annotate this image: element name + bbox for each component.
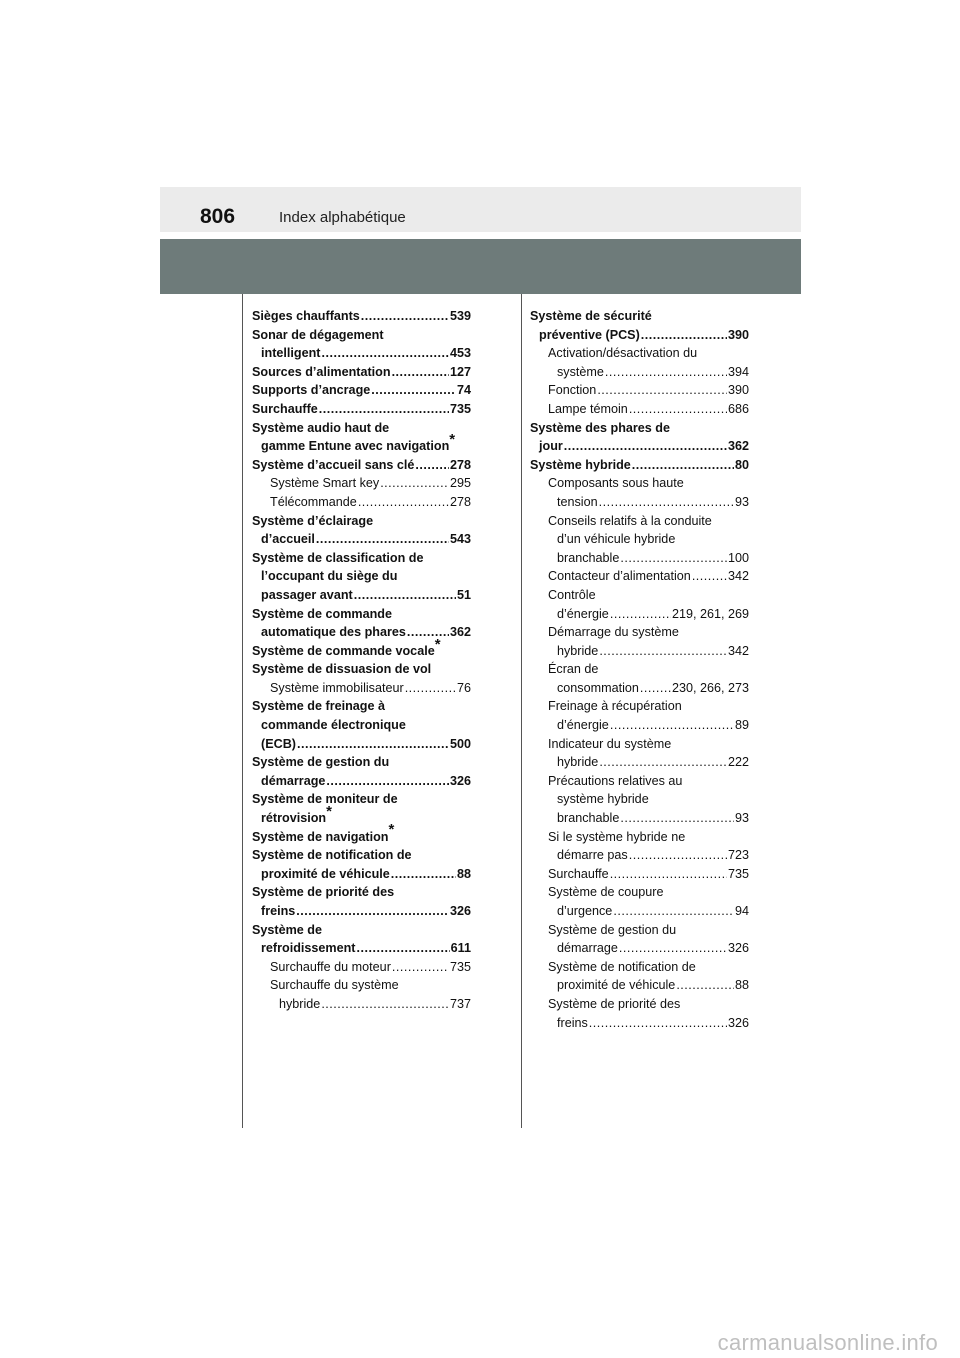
entry-text: démarrage [557,941,618,956]
page-reference: 611 [450,941,471,956]
leader-dots [620,809,734,828]
entry-text: Système de dissuasion de vol [252,662,432,677]
page-reference: 278 [449,457,471,472]
page-reference: 219, 261, 269 [671,606,749,621]
page-reference: 390 [727,383,749,398]
leader-dots [610,865,727,884]
entry-text: Système des phares de [530,420,671,435]
page-reference: 94 [734,904,749,918]
leader-dots [692,567,727,586]
entry-text: Système de [252,922,323,937]
page-reference: 326 [449,904,471,918]
asterisk-mark: * [326,802,332,820]
page-reference: 51 [456,587,471,602]
leader-dots [326,772,449,791]
leader-dots [564,437,727,456]
entry-text: gamme Entune avec navigation [261,439,450,454]
index-entry [252,753,471,790]
page-reference: 723 [727,848,749,863]
entry-text: Système de notification de [548,959,696,974]
page-reference: 76 [456,680,471,695]
entry-text: Sonar de dégagement [252,327,384,342]
index-subentry [530,921,749,958]
page-reference: 88 [734,978,749,993]
page-reference: 326 [727,1015,749,1030]
index-subentry [530,865,749,884]
index-entry [252,307,471,326]
entry-text: Système de notification de [252,848,412,863]
index-subentry [252,679,471,698]
entry-text: Système de priorité des [548,996,681,1011]
entry-text: freins [557,1015,588,1030]
page-reference: 74 [456,383,471,398]
entry-text: tension [557,494,598,509]
entry-text: Système de sécurité [530,309,652,323]
entry-text: hybride [557,643,599,658]
leader-dots [405,679,456,698]
leader-dots [599,753,727,772]
index-subentry [530,772,749,828]
entry-text: Surchauffe du système [270,978,399,993]
entry-text: Système Smart key [270,476,380,491]
entry-text: Système hybride [530,457,631,472]
index-entry [252,419,471,456]
leader-dots [297,735,449,754]
entry-text: proximité de véhicule [557,978,676,993]
leader-dots [356,939,449,958]
page-reference: 100 [727,550,749,565]
leader-dots [613,902,734,921]
leader-dots [597,381,727,400]
index-subentry [530,512,749,568]
entry-text: Sièges chauffants [252,309,360,323]
entry-text: Freinage à récupération [548,699,682,714]
leader-dots [319,400,449,419]
entry-text: Système immobilisateur [270,680,404,695]
entry-text: Système de classification de [252,550,424,565]
leader-dots [610,605,671,624]
leader-dots [392,363,449,382]
index-entry [530,419,749,456]
leader-dots [629,846,727,865]
index-subentry [530,883,749,920]
entry-text: Démarrage du système [548,625,679,640]
entry-text: branchable [557,811,620,826]
entry-text: Système de commande vocale [252,643,435,658]
asterisk-mark: * [434,635,441,653]
page-reference: 222 [727,755,749,770]
page-reference: 362 [449,625,471,640]
index-entry [252,883,471,920]
entry-text: Surchauffe du moteur [270,959,391,974]
page-reference: 735 [449,401,471,416]
entry-text: Fonction [548,383,597,398]
entry-text: système [557,364,604,379]
page-reference: 737 [449,996,471,1011]
entry-text: (ECB) [261,736,296,751]
entry-text: Composants sous haute [548,476,684,491]
page-reference: 686 [727,401,749,416]
leader-dots [358,493,449,512]
index-subentry [530,344,749,381]
leader-dots [316,530,449,549]
index-subentry [530,381,749,400]
leader-dots [676,976,734,995]
index-subentry [530,828,749,865]
index-subentry [530,697,749,734]
entry-text: d’énergie [557,718,609,733]
entry-text: Précautions relatives au [548,773,683,788]
index-subentry [530,474,749,511]
entry-text: consommation [557,680,639,695]
page-reference: 326 [727,941,749,956]
index-entry [252,821,471,847]
entry-text: Lampe témoin [548,401,628,416]
entry-text: Activation/désactivation du [548,346,698,361]
page-reference: 362 [727,439,749,454]
index-entry [252,400,471,419]
leader-dots [629,400,727,419]
entry-text: branchable [557,550,620,565]
page-reference: 326 [449,773,471,788]
index-entry [252,790,471,827]
page-reference: 80 [734,457,749,472]
leader-dots [380,474,449,493]
entry-text: Système de gestion du [548,922,677,937]
entry-text: Sources d’alimentation [252,364,391,379]
index-entry [252,660,471,679]
header-band [160,239,801,294]
header-strip [160,187,801,232]
entry-text: jour [539,439,563,454]
entry-text: Contacteur d’alimentation [548,569,691,584]
entry-text: proximité de véhicule [261,866,390,881]
entry-text: Surchauffe [252,401,318,416]
asterisk-mark: * [449,430,456,448]
index-subentry [530,567,749,586]
index-entry [252,697,471,753]
entry-text: d’énergie [557,606,609,621]
entry-text: Système de gestion du [252,755,390,770]
leader-dots [296,902,449,921]
leader-dots [620,549,727,568]
page-reference: 735 [449,959,471,974]
leader-dots [599,493,734,512]
entry-text: rétrovision [261,811,327,826]
page-reference: 93 [734,811,749,826]
leader-dots [354,586,456,605]
page-reference: 453 [449,346,471,361]
entry-text: démarre pas [557,848,628,863]
index-entry [252,363,471,382]
entry-text: Télécommande [270,494,357,509]
entry-text: Écran de [548,662,599,677]
index-column-right [530,307,749,1032]
index-subentry [530,400,749,419]
index-subentry [530,735,749,772]
footer-watermark: carmanualsonline.info [717,1330,938,1355]
index-entry [252,549,471,605]
page-reference: 500 [449,736,471,751]
entry-text: hybride [279,996,321,1011]
index-subentry [252,976,471,1013]
entry-text: Indicateur du système [548,736,672,751]
entry-text: Système de coupure [548,885,664,900]
leader-dots [589,1014,727,1033]
index-entry [530,456,749,475]
page-reference: 89 [734,718,749,733]
entry-text: Système de priorité des [252,885,395,900]
entry-text: hybride [557,755,599,770]
column-divider-middle [521,294,522,1128]
page-reference: 390 [727,327,749,342]
page-reference: 295 [449,476,471,491]
leader-dots [641,326,727,345]
leader-dots [392,958,449,977]
entry-text: d’urgence [557,904,613,918]
entry-text: commande électronique [261,718,406,733]
leader-dots [610,716,734,735]
leader-dots [415,456,449,475]
entry-text: Contrôle [548,587,596,602]
page-reference: 88 [456,866,471,881]
entry-text: système hybride [557,792,649,807]
entry-text: intelligent [261,346,321,361]
entry-text: d’un véhicule hybride [557,532,676,547]
index-entry [252,635,471,661]
entry-text: Supports d’ancrage [252,383,371,398]
index-subentry [530,586,749,623]
entry-text: Surchauffe [548,866,609,881]
entry-text: l’occupant du siège du [261,569,398,584]
leader-dots [371,381,456,400]
index-subentry [530,958,749,995]
leader-dots [599,642,727,661]
page-reference: 539 [449,309,471,323]
entry-text: Système d’éclairage [252,513,374,528]
asterisk-mark: * [388,821,395,839]
section-title: Index alphabétique [279,209,406,226]
entry-text: automatique des phares [261,625,406,640]
leader-dots [640,679,671,698]
leader-dots [407,623,449,642]
leader-dots [321,344,449,363]
entry-text: Si le système hybride ne [548,829,686,844]
page-number: 806 [200,205,236,228]
index-subentry [252,958,471,977]
page-reference: 278 [449,494,471,509]
leader-dots [391,865,456,884]
leader-dots [605,363,727,382]
index-subentry [530,623,749,660]
index-entry [530,307,749,344]
page-reference: 342 [727,569,749,584]
entry-text: refroidissement [261,941,356,956]
page-reference: 342 [727,643,749,658]
index-entry [252,326,471,363]
page-reference: 394 [727,364,749,379]
page-reference: 735 [727,866,749,881]
column-divider-left [242,294,243,1128]
entry-text: passager avant [261,587,353,602]
leader-dots [361,307,449,326]
entry-text: préventive (PCS) [539,327,640,342]
index-entry [252,512,471,549]
entry-text: Conseils relatifs à la conduite [548,513,712,528]
entry-text: Système de navigation [252,829,389,844]
entry-text: Système de moniteur de [252,792,398,807]
entry-text: Système de freinage à [252,699,385,714]
index-subentry [252,493,471,512]
entry-text: Système de commande [252,606,392,621]
entry-text: freins [261,904,296,918]
page-reference: 93 [734,494,749,509]
page-reference: 230, 266, 273 [671,680,749,695]
page-reference: 127 [449,364,471,379]
entry-text: Système d’accueil sans clé [252,457,415,472]
leader-dots [619,939,727,958]
leader-dots [632,456,734,475]
index-subentry [530,995,749,1032]
entry-text: d’accueil [261,532,315,547]
leader-dots [321,995,449,1014]
index-entry [252,456,471,475]
index-entry [252,381,471,400]
page-reference: 543 [449,532,471,547]
entry-text: démarrage [261,773,326,788]
index-subentry [530,660,749,697]
index-entry [252,846,471,883]
entry-text: Système audio haut de [252,420,390,435]
index-column-left [252,307,471,1014]
index-entry [252,921,471,958]
index-subentry [252,474,471,493]
